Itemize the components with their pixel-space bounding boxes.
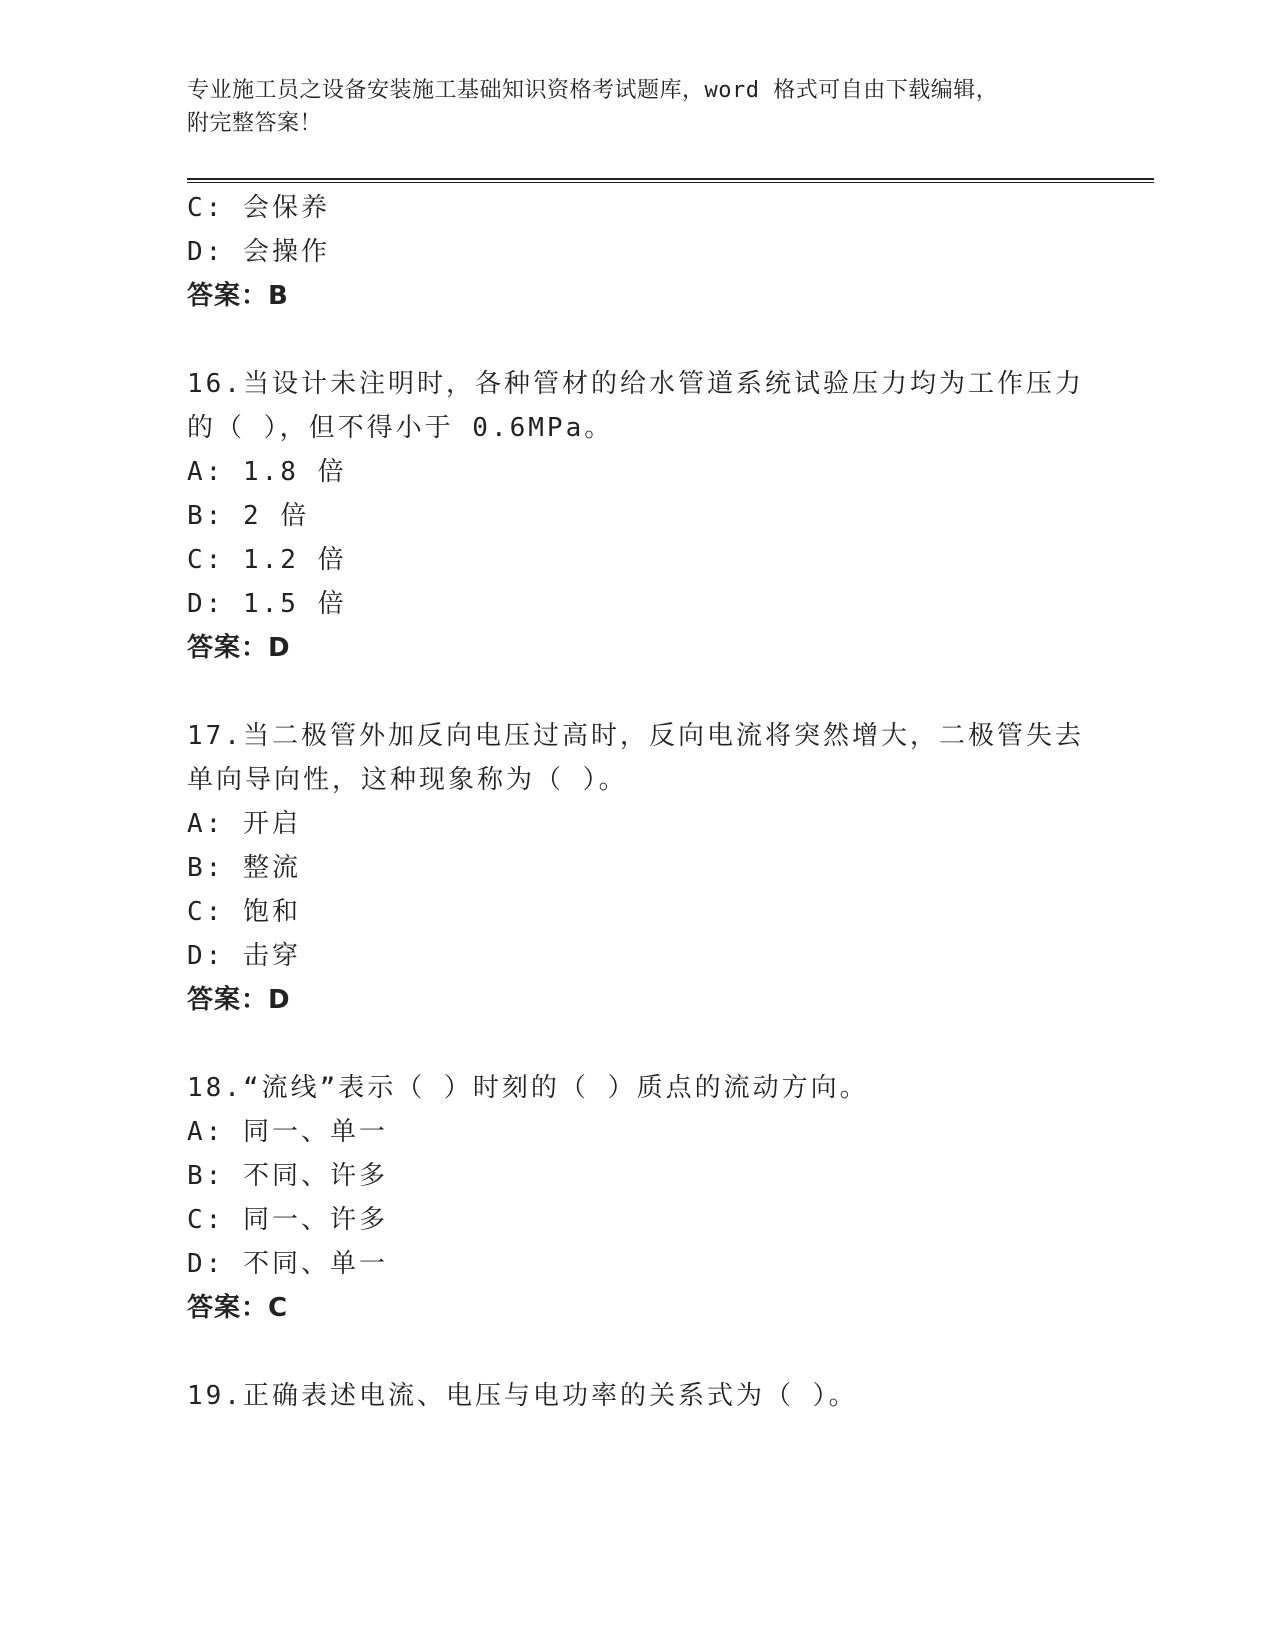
header-line-1: 专业施工员之设备安装施工基础知识资格考试题库，word 格式可自由下载编辑， bbox=[187, 78, 999, 103]
question-18-option-a: A: 同一、单一 bbox=[187, 1117, 388, 1147]
question-18-option-d: D: 不同、单一 bbox=[187, 1249, 388, 1279]
question-17-option-c: C: 饱和 bbox=[187, 897, 301, 927]
question-17-answer: 答案：D bbox=[187, 985, 291, 1015]
question-16-option-b: B: 2 倍 bbox=[187, 501, 310, 531]
option-c: C: 会保养 bbox=[187, 193, 330, 223]
question-17-option-a: A: 开启 bbox=[187, 809, 301, 839]
question-18-answer: 答案：C bbox=[187, 1293, 289, 1323]
question-16-answer: 答案：D bbox=[187, 633, 291, 663]
question-16-option-a: A: 1.8 倍 bbox=[187, 457, 347, 487]
option-d: D: 会操作 bbox=[187, 237, 330, 267]
question-18-stem: 18.“流线”表示（ ）时刻的（ ）质点的流动方向。 bbox=[187, 1073, 869, 1103]
answer-label: 答案：B bbox=[187, 281, 289, 311]
question-17-stem-line-2: 单向导向性，这种现象称为（ ）。 bbox=[187, 765, 628, 795]
question-18-option-b: B: 不同、许多 bbox=[187, 1161, 388, 1191]
question-16-option-d: D: 1.5 倍 bbox=[187, 589, 347, 619]
question-19-stem: 19.正确表述电流、电压与电功率的关系式为（ ）。 bbox=[187, 1381, 858, 1411]
question-18-option-c: C: 同一、许多 bbox=[187, 1205, 388, 1235]
header-divider bbox=[187, 178, 1154, 183]
question-17-option-d: D: 击穿 bbox=[187, 941, 301, 971]
question-16-option-c: C: 1.2 倍 bbox=[187, 545, 347, 575]
question-17-option-b: B: 整流 bbox=[187, 853, 301, 883]
header-line-2: 附完整答案！ bbox=[187, 111, 323, 136]
question-16-stem-line-2: 的（ ），但不得小于 0.6MPa。 bbox=[187, 413, 614, 443]
question-17-stem-line-1: 17.当二极管外加反向电压过高时，反向电流将突然增大，二极管失去 bbox=[187, 721, 1084, 751]
document-header bbox=[187, 74, 1087, 140]
question-16-stem-line-1: 16.当设计未注明时，各种管材的给水管道系统试验压力均为工作压力 bbox=[187, 369, 1084, 399]
